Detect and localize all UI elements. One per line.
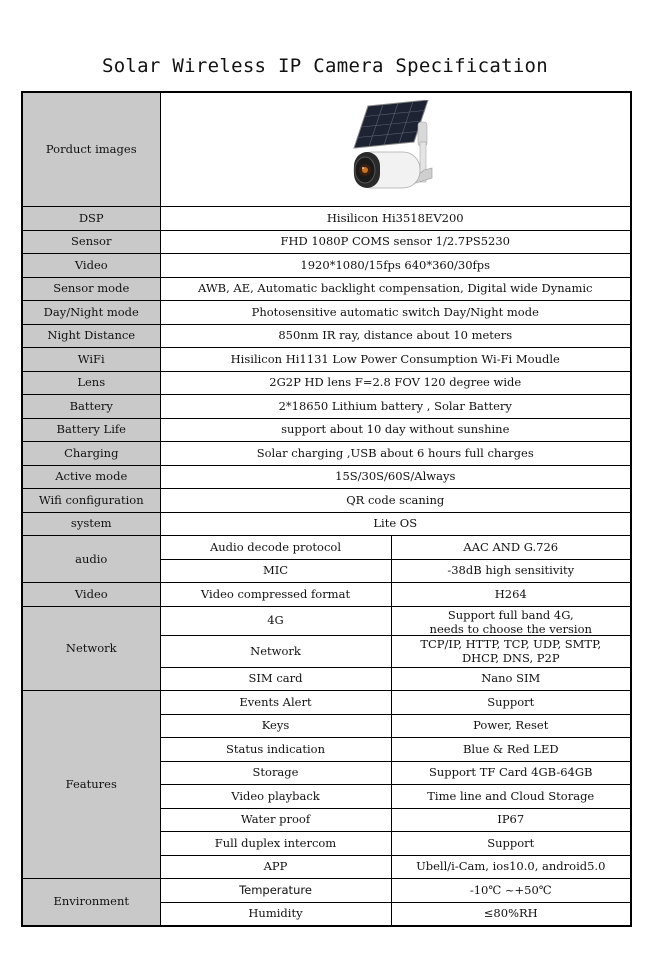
- item-value: Support: [391, 832, 631, 856]
- table-row: [22, 230, 631, 254]
- table-row: [22, 348, 631, 372]
- item-value: -38dB high sensitivity: [391, 559, 631, 583]
- row-value: Hisilicon Hi3518EV200: [160, 207, 631, 231]
- table-row: [22, 92, 631, 207]
- item-value: [391, 635, 631, 667]
- item-name: Keys: [160, 714, 391, 738]
- spec-table: [21, 91, 632, 927]
- item-name: APP: [160, 855, 391, 879]
- row-value: 2G2P HD lens F=2.8 FOV 120 degree wide: [160, 371, 631, 395]
- row-value: Lite OS: [160, 512, 631, 536]
- item-name: Storage: [160, 761, 391, 785]
- item-name: 4G: [160, 606, 391, 635]
- row-value: 850nm IR ray, distance about 10 meters: [160, 324, 631, 348]
- table-row: [22, 371, 631, 395]
- table-row: [22, 879, 631, 903]
- item-name: Video compressed format: [160, 583, 391, 607]
- table-row: [22, 418, 631, 442]
- item-value: -10℃ ~+50℃: [391, 879, 631, 903]
- row-label: Video: [22, 254, 160, 278]
- item-value-line: Support full band 4G,: [447, 607, 574, 622]
- group-label: Network: [22, 606, 160, 691]
- table-row: [22, 691, 631, 715]
- row-label: Day/Night mode: [22, 301, 160, 325]
- row-label: Sensor mode: [22, 277, 160, 301]
- table-row: [22, 301, 631, 325]
- item-value-line: DHCP, DNS, P2P: [461, 651, 560, 665]
- item-value-line: TCP/IP, HTTP, TCP, UDP, SMTP,: [420, 637, 602, 651]
- row-label: Battery Life: [22, 418, 160, 442]
- item-name: Humidity: [160, 902, 391, 926]
- row-value: FHD 1080P COMS sensor 1/2.7PS5230: [160, 230, 631, 254]
- item-name: Network: [160, 635, 391, 667]
- table-row: [22, 606, 631, 635]
- row-value: Photosensitive automatic switch Day/Night mode: [160, 301, 631, 325]
- table-row: [22, 254, 631, 278]
- item-value-line: needs to choose the version: [429, 621, 592, 633]
- row-label: Sensor: [22, 230, 160, 254]
- solar-camera-image: [340, 100, 450, 200]
- table-row: [22, 207, 631, 231]
- item-name: SIM card: [160, 667, 391, 691]
- row-value: AWB, AE, Automatic backlight compensation, Digital wide Dynamic: [160, 277, 631, 301]
- row-label: DSP: [22, 207, 160, 231]
- table-row: [22, 583, 631, 607]
- table-row: [22, 489, 631, 513]
- row-value: Hisilicon Hi1131 Low Power Consumption Wi-Fi Moudle: [160, 348, 631, 372]
- group-label: audio: [22, 536, 160, 583]
- item-name: Events Alert: [160, 691, 391, 715]
- row-label: Battery: [22, 395, 160, 419]
- group-label: Video: [22, 583, 160, 607]
- row-value: QR code scaning: [160, 489, 631, 513]
- item-value: ≤80%RH: [391, 902, 631, 926]
- item-name: Full duplex intercom: [160, 832, 391, 856]
- row-value: 1920*1080/15fps 640*360/30fps: [160, 254, 631, 278]
- page-title: Solar Wireless IP Camera Specification: [101, 55, 549, 77]
- item-value: IP67: [391, 808, 631, 832]
- row-label: Lens: [22, 371, 160, 395]
- item-value: Blue & Red LED: [391, 738, 631, 762]
- row-label: Charging: [22, 442, 160, 466]
- item-name: Audio decode protocol: [160, 536, 391, 560]
- group-label: Environment: [22, 879, 160, 926]
- row-value: support about 10 day without sunshine: [160, 418, 631, 442]
- item-name: Status indication: [160, 738, 391, 762]
- item-name: Water proof: [160, 808, 391, 832]
- table-row: [22, 442, 631, 466]
- item-value: Time line and Cloud Storage: [391, 785, 631, 809]
- item-value: Ubell/i-Cam, ios10.0, android5.0: [391, 855, 631, 879]
- row-value: Solar charging ,USB about 6 hours full charges: [160, 442, 631, 466]
- row-label: system: [22, 512, 160, 536]
- item-value: Support TF Card 4GB-64GB: [391, 761, 631, 785]
- item-value: [391, 606, 631, 635]
- product-image-cell: [160, 92, 631, 207]
- row-value: 2*18650 Lithium battery , Solar Battery: [160, 395, 631, 419]
- row-label: Night Distance: [22, 324, 160, 348]
- item-value: AAC AND G.726: [391, 536, 631, 560]
- table-row: [22, 512, 631, 536]
- table-row: [22, 465, 631, 489]
- row-label: Active mode: [22, 465, 160, 489]
- item-name: MIC: [160, 559, 391, 583]
- table-row: [22, 324, 631, 348]
- item-name: Temperature: [160, 879, 391, 903]
- row-value: 15S/30S/60S/Always: [160, 465, 631, 489]
- table-row: [22, 395, 631, 419]
- table-row: [22, 536, 631, 560]
- table-row: [22, 277, 631, 301]
- row-label: Wifi configuration: [22, 489, 160, 513]
- row-label: Porduct images: [22, 92, 160, 207]
- item-value: Support: [391, 691, 631, 715]
- item-value: H264: [391, 583, 631, 607]
- row-label: WiFi: [22, 348, 160, 372]
- item-value: Power, Reset: [391, 714, 631, 738]
- group-label: Features: [22, 691, 160, 879]
- item-value: Nano SIM: [391, 667, 631, 691]
- item-name: Video playback: [160, 785, 391, 809]
